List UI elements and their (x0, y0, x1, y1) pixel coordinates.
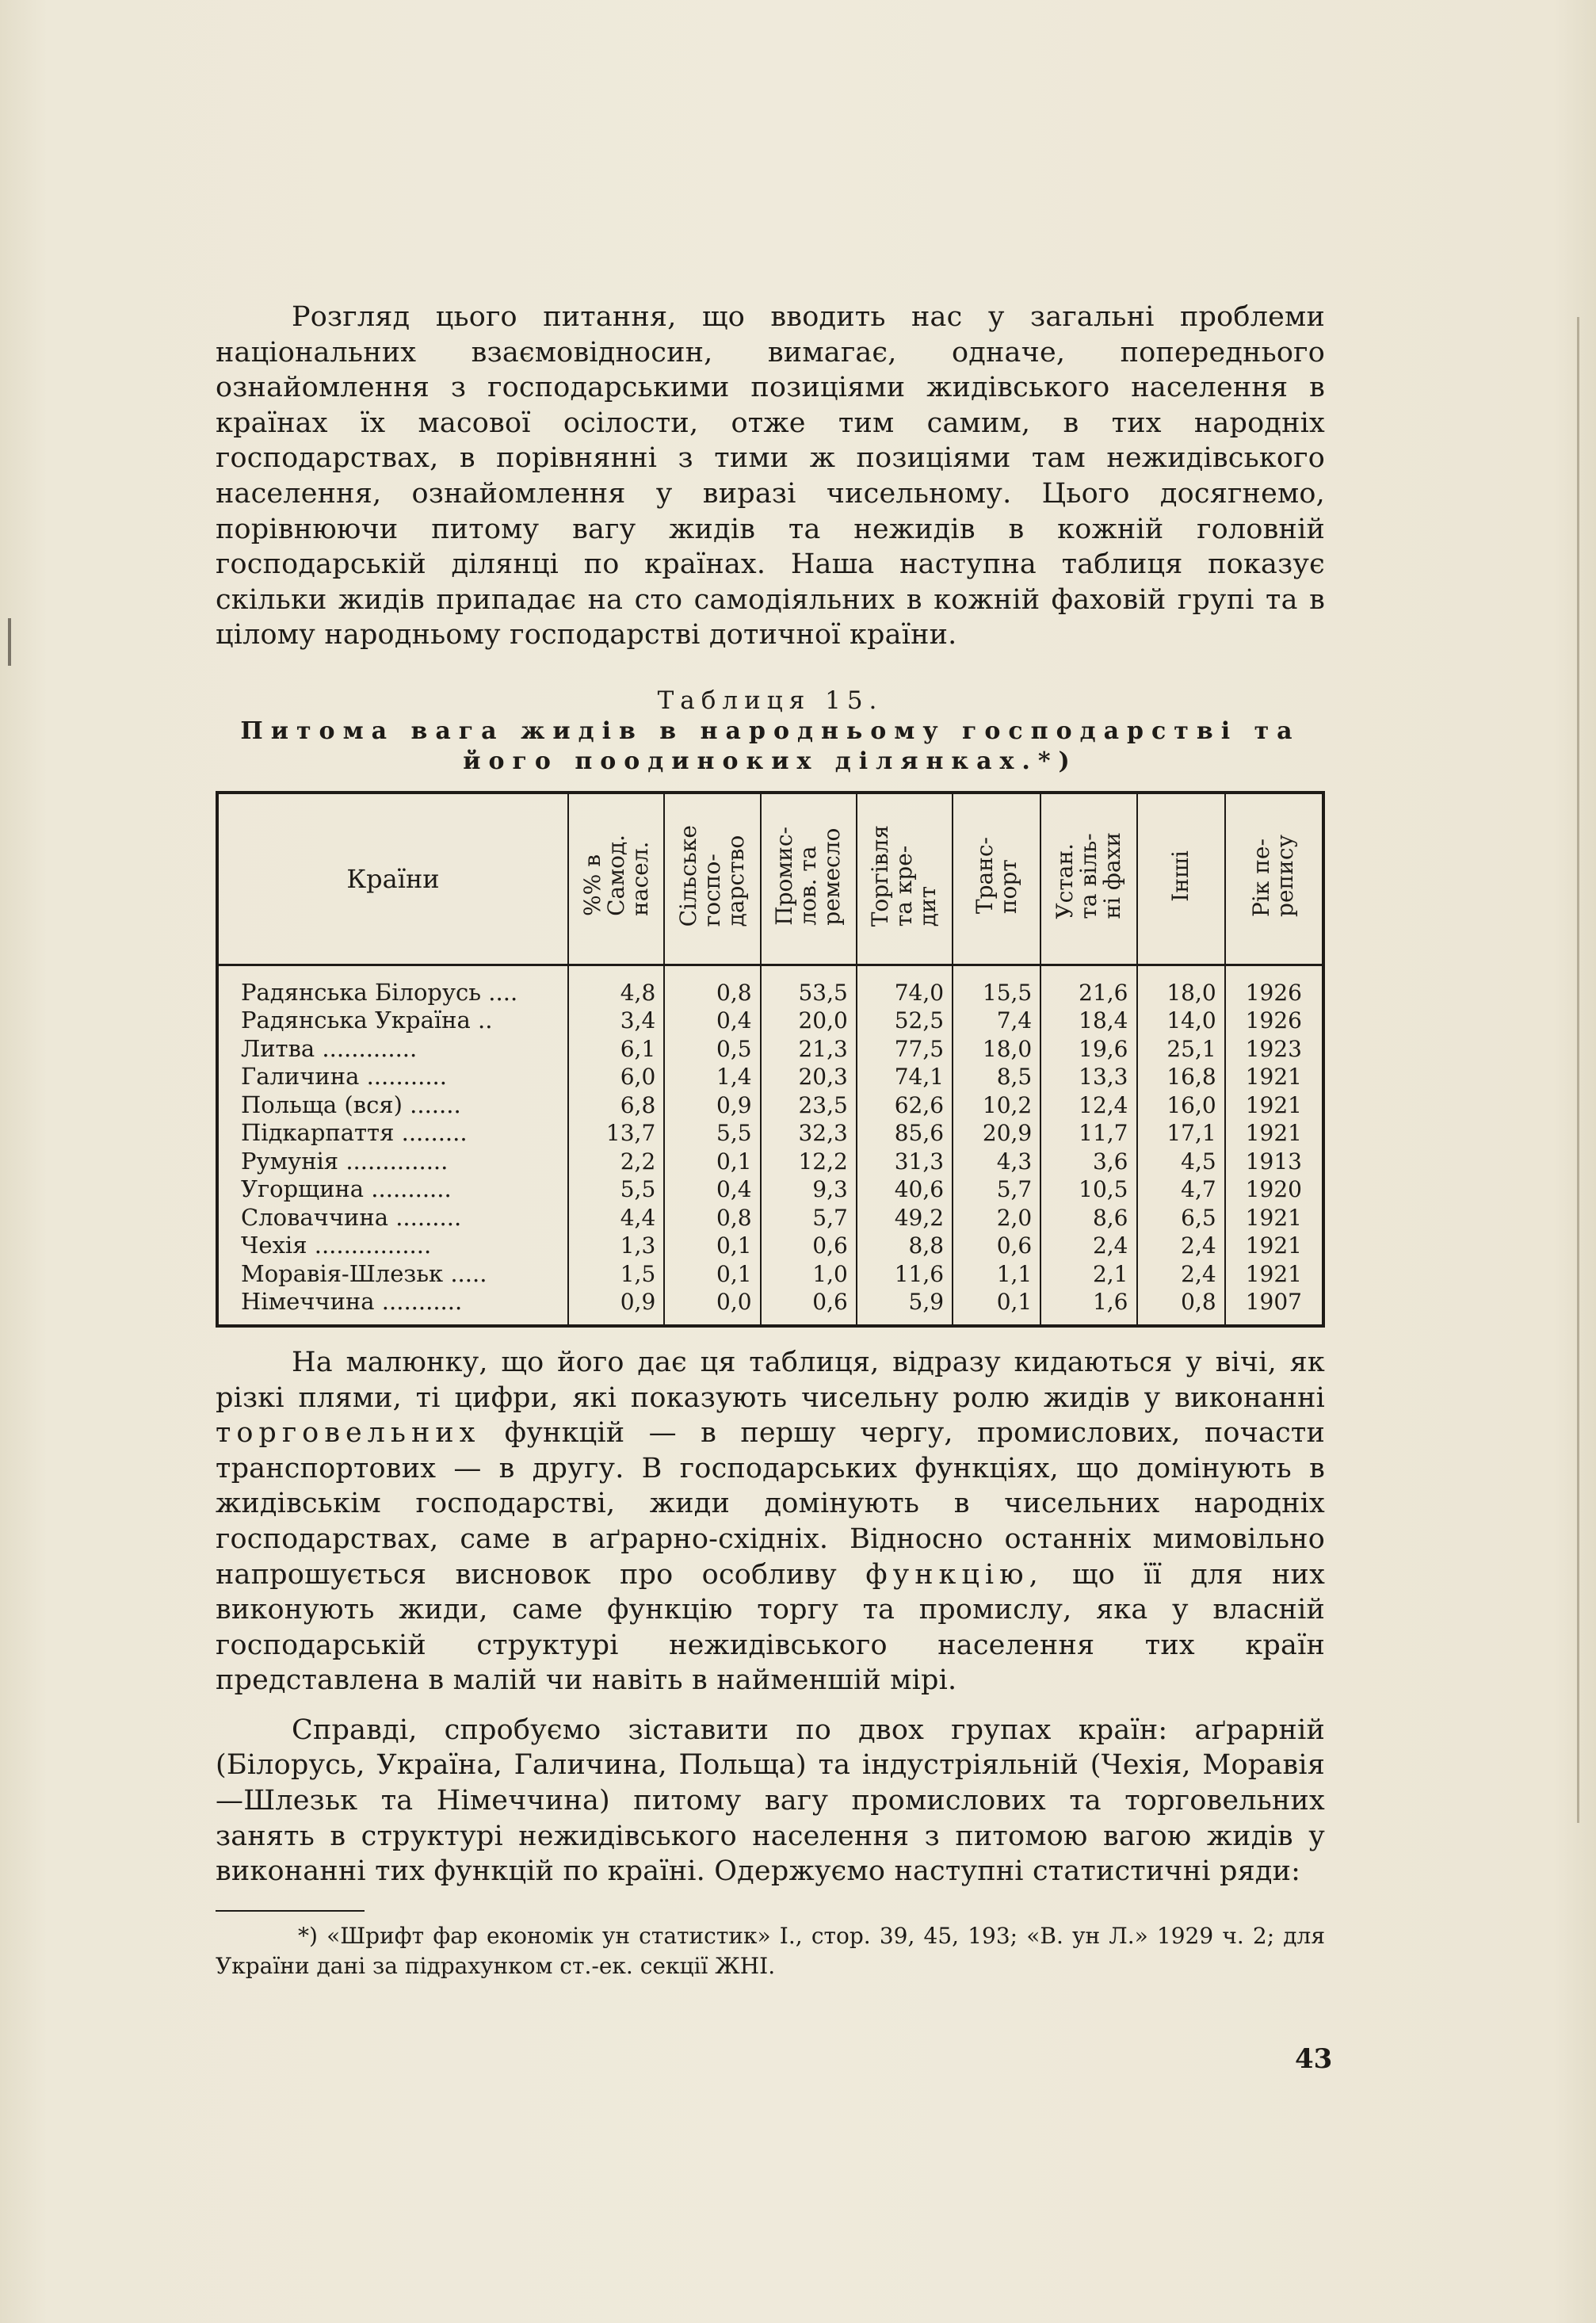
cell-trade: 74,0 (857, 965, 953, 1007)
table-row (217, 1175, 1323, 1204)
table-row (217, 1288, 1323, 1326)
cell-pct: 2,2 (568, 1148, 664, 1176)
cell-transport: 4,3 (953, 1148, 1040, 1176)
cell-pct: 13,7 (568, 1119, 664, 1148)
header-industry: Промис- лов. та ремесло (761, 793, 857, 965)
table-row (217, 1035, 1323, 1064)
cell-institutions: 3,6 (1040, 1148, 1136, 1176)
header-other: Інші (1137, 793, 1225, 965)
header-year: Рік пе- репису (1225, 793, 1323, 965)
cell-trade: 5,9 (857, 1288, 953, 1326)
cell-year: 1921 (1245, 1260, 1302, 1287)
cell-trade: 74,1 (857, 1063, 953, 1091)
cell-other: 0,8 (1137, 1288, 1225, 1326)
cell-pct: 6,8 (568, 1091, 664, 1120)
cell-agri: 5,5 (664, 1119, 760, 1148)
cell-year: 1921 (1245, 1204, 1302, 1231)
cell-transport: 18,0 (953, 1035, 1040, 1064)
cell-transport: 7,4 (953, 1007, 1040, 1035)
cell-industry: 0,6 (761, 1288, 857, 1326)
cell-institutions: 21,6 (1040, 965, 1136, 1007)
cell-pct: 6,1 (568, 1035, 664, 1064)
emphasis-function: функцію, (865, 1558, 1044, 1591)
cell-industry: 9,3 (761, 1175, 857, 1204)
cell-transport: 5,7 (953, 1175, 1040, 1204)
table-row (217, 965, 1323, 1007)
cell-pct: 0,9 (568, 1288, 664, 1326)
cell-industry: 1,0 (761, 1260, 857, 1289)
cell-year: 1907 (1245, 1289, 1302, 1316)
cell-other: 16,0 (1137, 1091, 1225, 1120)
cell-agri: 0,8 (664, 1204, 760, 1232)
cell-trade: 40,6 (857, 1175, 953, 1204)
cell-country: Румунія .............. (217, 1148, 568, 1176)
cell-transport: 20,9 (953, 1119, 1040, 1148)
cell-institutions: 2,1 (1040, 1260, 1136, 1289)
cell-agri: 0,0 (664, 1288, 760, 1326)
cell-agri: 0,8 (664, 965, 760, 1007)
cell-agri: 0,1 (664, 1232, 760, 1260)
cell-country: Підкарпаття ......... (217, 1119, 568, 1148)
right-edge-mark (1577, 317, 1579, 1823)
left-edge-mark (8, 618, 11, 666)
cell-country: Угорщина ........... (217, 1175, 568, 1204)
cell-industry: 12,2 (761, 1148, 857, 1176)
cell-other: 18,0 (1137, 965, 1225, 1007)
cell-year: 1921 (1245, 1091, 1302, 1118)
paragraph-comparison: Справді, спробуємо зіставити по двох групах країн: аґрарній (Білорусь, Україна, Галичина, Польща) та індустріяльній (Чехія, Моравія—Шлезьк та Німеччина) питому вагу промислових та торговельних занять в структурі нежидівського населення з питомою вагою жидів у виконанні тих функцій по країні. Одержуємо наступні статистичні ряди: (216, 1714, 1325, 1888)
cell-other: 2,4 (1137, 1232, 1225, 1260)
table-row (217, 1007, 1323, 1035)
cell-country: Радянська Білорусь .... (217, 965, 568, 1007)
cell-agri: 0,9 (664, 1091, 760, 1120)
cell-pct: 4,4 (568, 1204, 664, 1232)
page-number: 43 (1295, 2043, 1333, 2075)
cell-transport: 2,0 (953, 1204, 1040, 1232)
table-caption: Таблиця 15. (657, 686, 884, 715)
cell-country: Галичина ........... (217, 1063, 568, 1091)
cell-trade: 49,2 (857, 1204, 953, 1232)
cell-pct: 5,5 (568, 1175, 664, 1204)
cell-year: 1920 (1245, 1176, 1302, 1203)
cell-country: Литва ............. (217, 1035, 568, 1064)
cell-transport: 0,6 (953, 1232, 1040, 1260)
cell-country: Радянська Україна .. (217, 1007, 568, 1035)
cell-institutions: 1,6 (1040, 1288, 1136, 1326)
cell-institutions: 8,6 (1040, 1204, 1136, 1232)
cell-industry: 32,3 (761, 1119, 857, 1148)
cell-country: Чехія ................ (217, 1232, 568, 1260)
cell-agri: 0,5 (664, 1035, 760, 1064)
cell-industry: 23,5 (761, 1091, 857, 1120)
cell-transport: 15,5 (953, 965, 1040, 1007)
cell-industry: 53,5 (761, 965, 857, 1007)
cell-year: 1923 (1245, 1035, 1302, 1062)
cell-institutions: 13,3 (1040, 1063, 1136, 1091)
cell-year: 1921 (1245, 1232, 1302, 1259)
cell-transport: 10,2 (953, 1091, 1040, 1120)
cell-pct: 3,4 (568, 1007, 664, 1035)
cell-trade: 52,5 (857, 1007, 953, 1035)
emphasis-trade: торговельних (216, 1417, 481, 1450)
cell-other: 4,7 (1137, 1175, 1225, 1204)
table-title: Питома вага жидів в народньому господарстві та його поодиноких ділянках.*) (240, 716, 1300, 775)
cell-trade: 8,8 (857, 1232, 953, 1260)
cell-institutions: 18,4 (1040, 1007, 1136, 1035)
cell-trade: 11,6 (857, 1260, 953, 1289)
cell-country: Польща (вся) ....... (217, 1091, 568, 1120)
cell-year: 1921 (1245, 1120, 1302, 1147)
header-transport: Транс- порт (953, 793, 1040, 965)
cell-pct: 4,8 (568, 965, 664, 1007)
cell-agri: 0,1 (664, 1260, 760, 1289)
cell-institutions: 12,4 (1040, 1091, 1136, 1120)
header-country: Країни (217, 793, 568, 965)
cell-industry: 20,0 (761, 1007, 857, 1035)
cell-industry: 0,6 (761, 1232, 857, 1260)
cell-other: 25,1 (1137, 1035, 1225, 1064)
cell-pct: 1,3 (568, 1232, 664, 1260)
cell-agri: 1,4 (664, 1063, 760, 1091)
table-row (217, 1232, 1323, 1260)
cell-agri: 0,1 (664, 1148, 760, 1176)
cell-agri: 0,4 (664, 1175, 760, 1204)
cell-transport: 0,1 (953, 1288, 1040, 1326)
cell-institutions: 11,7 (1040, 1119, 1136, 1148)
header-pct: %% в Самод. насел. (568, 793, 664, 965)
cell-transport: 8,5 (953, 1063, 1040, 1091)
cell-industry: 21,3 (761, 1035, 857, 1064)
header-trade: Торгівля та кре- дит (857, 793, 953, 965)
footnote-rule (216, 1910, 365, 1912)
header-agriculture: Сільське госпо- дарство (664, 793, 760, 965)
cell-institutions: 19,6 (1040, 1035, 1136, 1064)
cell-other: 16,8 (1137, 1063, 1225, 1091)
table-header-row (217, 793, 1323, 965)
paragraph-after-table: На малюнку, що його дає ця таблиця, відразу кидаються у вічі, як різкі плями, ті цифри, які показують чисельну ролю жидів у виконанні торговельних функцій — в першу чергу, промислових, почасти транспортових — в другу. В господарських функціях, що домінують в жидівськім господарстві, жиди домінують в чисельних народніх господарствах, саме в аґрарно-східніх. Відносно останніх мимовільно напрошується висновок про особливу функцію, що її для них виконують жиди, саме функцію торгу та промислу, яка у власній господарській структурі нежидівського населення тих країн представлена в малій чи навіть в найменшій мірі. (216, 1346, 1326, 1697)
footnote: *) «Шрифт фар економік ун статистик» I., стор. 39, 45, 193; «В. ун Л.» 1929 ч. 2; для України дані за підрахунком ст.-ек. секції ЖНІ. (216, 1922, 1325, 1979)
statistics-table (216, 791, 1325, 1328)
table-row (217, 1260, 1323, 1289)
table-row (217, 1091, 1323, 1120)
cell-other: 17,1 (1137, 1119, 1225, 1148)
cell-year: 1926 (1245, 1007, 1302, 1034)
cell-year: 1913 (1245, 1148, 1302, 1175)
table-body (217, 965, 1323, 1326)
cell-transport: 1,1 (953, 1260, 1040, 1289)
table-row (217, 1204, 1323, 1232)
page-content (216, 300, 1325, 2004)
cell-other: 2,4 (1137, 1260, 1225, 1289)
cell-country: Словаччина ......... (217, 1204, 568, 1232)
cell-trade: 31,3 (857, 1148, 953, 1176)
cell-other: 4,5 (1137, 1148, 1225, 1176)
cell-institutions: 2,4 (1040, 1232, 1136, 1260)
table-row (217, 1119, 1323, 1148)
cell-year: 1926 (1245, 979, 1302, 1006)
cell-year: 1921 (1245, 1064, 1302, 1091)
cell-trade: 77,5 (857, 1035, 953, 1064)
cell-country: Німеччина ........... (217, 1288, 568, 1326)
table-row (217, 1148, 1323, 1176)
cell-other: 14,0 (1137, 1007, 1225, 1035)
cell-trade: 85,6 (857, 1119, 953, 1148)
table-row (217, 1063, 1323, 1091)
cell-agri: 0,4 (664, 1007, 760, 1035)
header-institutions: Устан. та віль- ні фахи (1040, 793, 1136, 965)
cell-pct: 1,5 (568, 1260, 664, 1289)
cell-country: Моравія-Шлезьк ..... (217, 1260, 568, 1289)
cell-pct: 6,0 (568, 1063, 664, 1091)
cell-industry: 20,3 (761, 1063, 857, 1091)
cell-trade: 62,6 (857, 1091, 953, 1120)
cell-other: 6,5 (1137, 1204, 1225, 1232)
cell-institutions: 10,5 (1040, 1175, 1136, 1204)
paragraph-intro: Розгляд цього питання, що вводить нас у загальні проблеми національних взаємовідносин, вимагає, одначе, попереднього ознайомлення з господарськими позиціями жидівського населення в країнах їх масової осілости, отже тим самим, в тих народніх господарствах, в порівнянні з тими ж позиціями там нежидівського населення, ознайомлення у виразі чисельному. Цього досягнемо, порівнюючи питому вагу жидів та нежидів в кожній головній господарській ділянці по країнах. Наша наступна таблиця показує скільки жидів припадає на сто самодіяльних в кожній фаховій групі та в цілому народньому господарстві дотичної країни. (216, 301, 1325, 651)
cell-industry: 5,7 (761, 1204, 857, 1232)
